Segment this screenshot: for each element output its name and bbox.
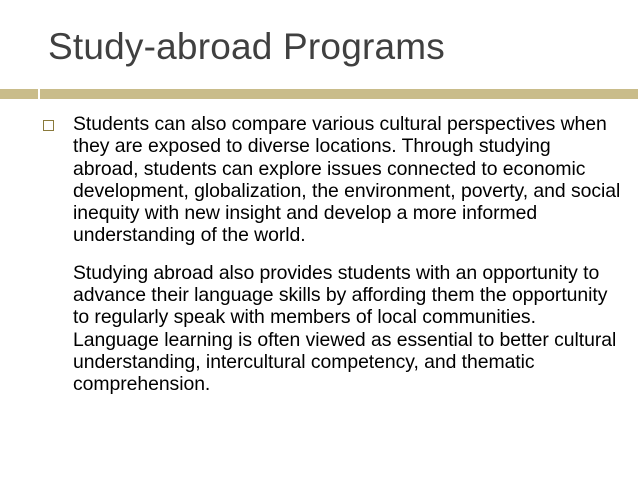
bullet-item: [41, 113, 621, 247]
slide-body: [41, 113, 621, 396]
bullet-paragraph-1: Students can also compare various cultural perspectives when they are exposed to diverse locations. Through studying abroad, students can explore issues connected to economic development, globalization, the environment, poverty, and social inequity with new insight and develop a more informed understanding of the world.: [73, 113, 621, 247]
title-rule: [40, 89, 638, 99]
hollow-square-bullet-icon: [43, 120, 54, 131]
slide-title: Study-abroad Programs: [48, 26, 445, 67]
title-rule-left-segment: [0, 89, 38, 99]
bullet-paragraph-2: Studying abroad also provides students with an opportunity to advance their language skills by affording them the opportunity to regularly speak with members of local communities. Language learning is often viewed as essential to better cultural understanding, intercultural competency, and thematic comprehension.: [73, 261, 617, 396]
